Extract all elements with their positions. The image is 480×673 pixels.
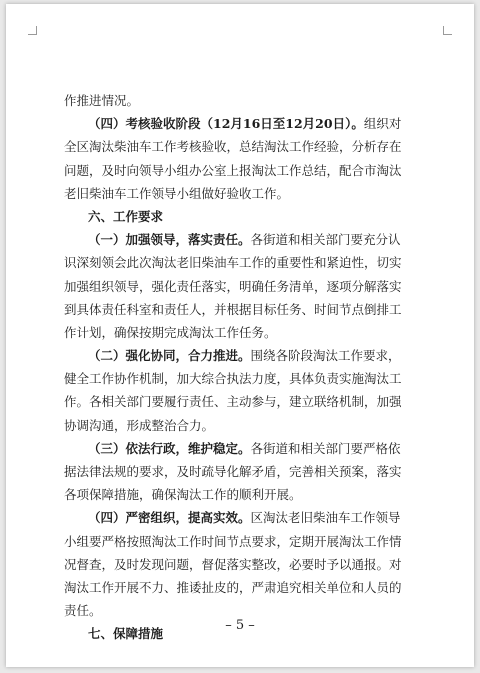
- body-text: 围绕各阶段淘汰工作要求，: [250, 348, 401, 364]
- subheading-inline: （二）强化协同，合力推进。: [88, 348, 251, 364]
- body-line: [64, 112, 424, 135]
- document-body: [64, 89, 424, 646]
- body-line: 作。各相关部门要履行责任、主动参与，建立联络机制，加强: [64, 394, 402, 410]
- body-line: 作推进情况。: [64, 93, 140, 108]
- page-number: – 5 –: [225, 618, 255, 633]
- body-line: [64, 506, 424, 529]
- body-line: 各项保障措施，确保淘汰工作的顺利开展。: [64, 487, 302, 503]
- body-line: 作计划，确保按期完成淘汰工作任务。: [64, 324, 277, 340]
- body-line: 协调沟通，形成整治合力。: [64, 417, 215, 433]
- body-line: 到具体责任科室和责任人，并根据目标任务、时间节点倒排工: [64, 301, 402, 317]
- document-page: [6, 4, 474, 667]
- body-text: 各街道和相关部门要充分认: [250, 232, 401, 248]
- section-heading: 六、工作要求: [88, 208, 164, 224]
- body-text: 各街道和相关部门要严格依: [250, 440, 401, 456]
- body-text: 组织对: [363, 116, 402, 132]
- body-line: 识深刻领会此次淘汰老旧柴油车工作的重要性和紧迫性，切实: [64, 255, 402, 271]
- body-line: 况督查，及时发现问题，督促落实整改，必要时予以通报。对: [64, 556, 402, 572]
- subheading-inline: （四）严密组织，提高实效。: [88, 510, 251, 526]
- body-line: [64, 228, 424, 251]
- body-line: 全区淘汰柴油车工作考核验收，总结淘汰工作经验，分析存在: [64, 139, 402, 155]
- body-line: 据法律法规的要求，及时疏导化解矛盾，完善相关预案，落实: [64, 464, 402, 479]
- subheading-inline: （三）依法行政，维护稳定。: [88, 440, 251, 456]
- body-line: 老旧柴油车工作领导小组做好验收工作。: [64, 185, 290, 201]
- body-text: 区淘汰老旧柴油车工作领导: [250, 510, 401, 526]
- crop-mark-top-right: [443, 26, 452, 35]
- body-line: [64, 437, 424, 460]
- subheading-inline: （一）加强领导，落实责任。: [88, 232, 251, 248]
- body-line: 加强组织领导，强化责任落实，明确任务清单，逐项分解落实: [64, 278, 402, 294]
- body-line: 问题，及时向领导小组办公室上报淘汰工作总结，配合市淘汰: [64, 162, 402, 178]
- subheading-inline: （四）考核验收阶段（12月16日至12月20日）。: [88, 116, 364, 132]
- body-line: [64, 344, 424, 367]
- body-line: 健全工作协作机制，加大综合执法力度，具体负责实施淘汰工: [64, 371, 402, 387]
- crop-mark-top-left: [28, 26, 37, 35]
- section-heading: 七、保障措施: [88, 626, 164, 642]
- body-line: 小组要严格按照淘汰工作时间节点要求，定期开展淘汰工作情: [64, 533, 402, 549]
- body-line: 责任。: [64, 603, 102, 619]
- body-line: 淘汰工作开展不力、推诿扯皮的，严肃追究相关单位和人员的: [64, 579, 402, 595]
